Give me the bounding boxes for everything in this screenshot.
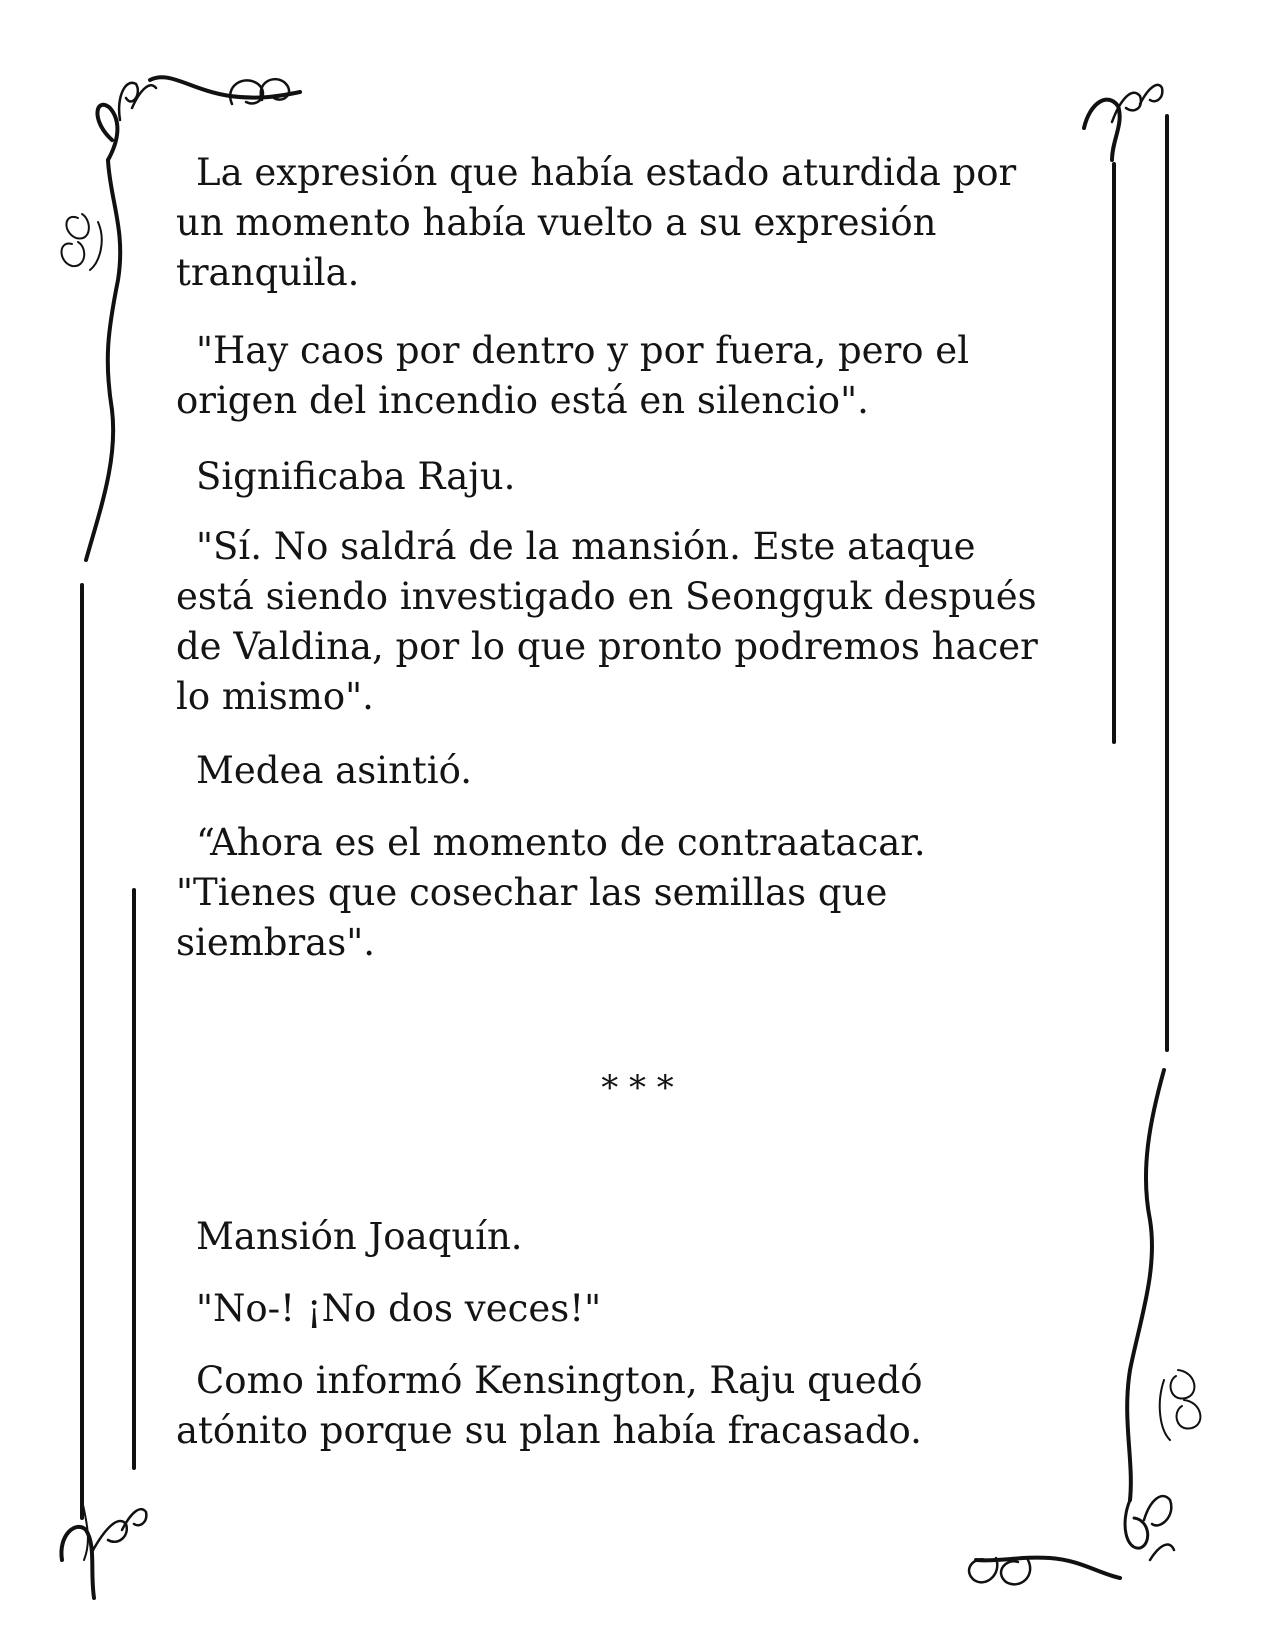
paragraph-2: "Hay caos por dentro y por fuera, pero el origen del incendio está en silencio". [176, 329, 970, 422]
section-separator: * * * [601, 1068, 674, 1108]
top-right-flourish-ornament [1084, 85, 1162, 160]
paragraph-8: "No-! ¡No dos veces!" [196, 1287, 602, 1330]
paragraph-4: "Sí. No saldrá de la mansión. Este ataque está siendo investigado en Seongguk después de Valdina, por lo que pronto podremos hacer lo mismo". [176, 525, 1038, 718]
paragraph-3: Significaba Raju. [196, 455, 516, 498]
paragraph-9: Como informó Kensington, Raju quedó atónito porque su plan había fracasado. [176, 1359, 923, 1452]
bottom-left-flourish-ornament [61, 1500, 146, 1598]
paragraph-6: “Ahora es el momento de contraatacar. "Tienes que cosechar las semillas que siembras". [176, 821, 926, 964]
paragraph-1: La expresión que había estado aturdida por un momento había vuelto a su expresión tranquila. [176, 151, 1017, 294]
paragraph-5: Medea asintió. [196, 749, 472, 792]
paragraph-7: Mansión Joaquín. [196, 1215, 523, 1258]
